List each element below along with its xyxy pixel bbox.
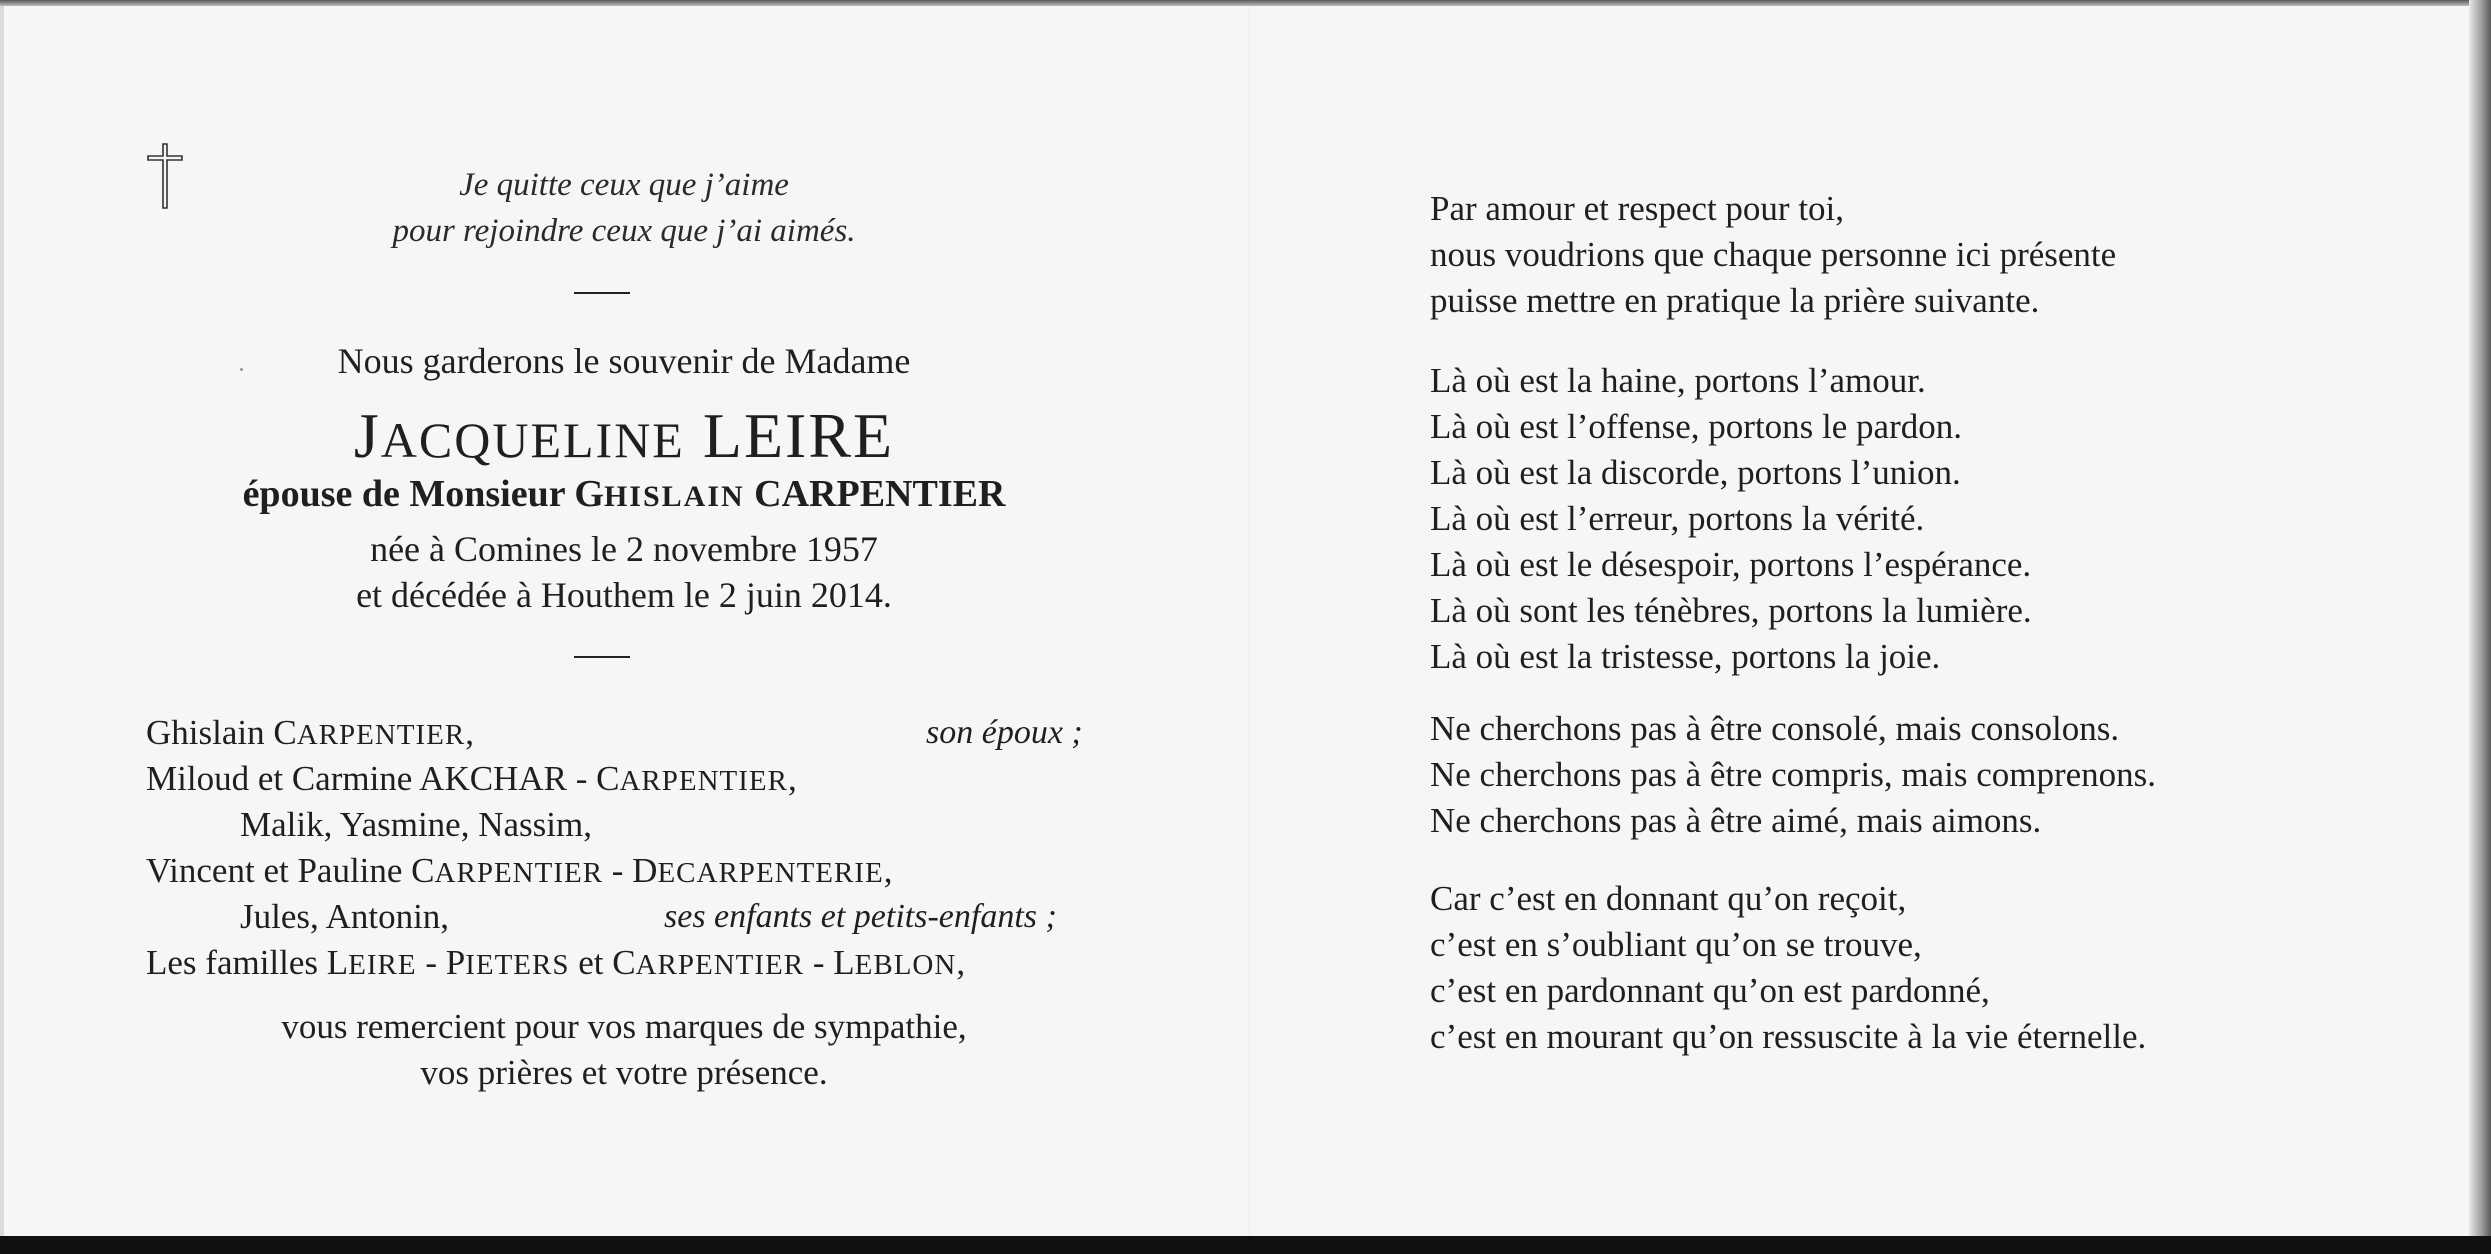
family-text: ,	[956, 943, 966, 982]
prayer-line: Là où est la tristesse, portons la joie.	[1430, 637, 1941, 676]
spouse-last: CARPENTIER	[754, 473, 1006, 515]
prayer-intro	[1430, 186, 2430, 324]
prayer-line: Car c’est en donnant qu’on reçoit,	[1430, 879, 1907, 918]
family-text: Jules, Antonin,	[240, 897, 450, 936]
prayer-line: Là où est l’erreur, portons la vérité.	[1430, 499, 1925, 538]
family-line	[146, 756, 797, 804]
prayer-line: Ne cherchons pas à être aimé, mais aimons.	[1430, 801, 2042, 840]
family-text: Les familles L	[146, 943, 349, 982]
family-smallcaps: EBLON	[854, 949, 957, 981]
prayer-line: Ne cherchons pas à être consolé, mais consolons.	[1430, 709, 2120, 748]
family-smallcaps: ARPENTIER	[635, 949, 805, 981]
family-text: ,	[465, 713, 474, 752]
family-text: ,	[787, 759, 797, 798]
epigraph-line: Je quitte ceux que j’aime	[459, 167, 789, 203]
name-initial: J	[353, 400, 381, 471]
family-line	[240, 802, 592, 848]
divider	[574, 656, 630, 658]
family-smallcaps: ARPENTIER	[619, 765, 788, 797]
family-text: - L	[804, 943, 855, 982]
memorial-card	[4, 6, 2469, 1236]
family-text: Ghislain C	[146, 713, 297, 752]
thanks	[144, 1004, 1104, 1096]
birth-line: née à Comines le 2 novembre 1957	[370, 529, 878, 569]
spouse-initial: G	[574, 473, 604, 515]
death-line: et décédée à Houthem le 2 juin 2014.	[356, 575, 892, 615]
family-line	[240, 894, 449, 940]
family-text: Miloud et Carmine AKCHAR - C	[146, 759, 620, 798]
family-smallcaps: EIRE	[348, 949, 417, 981]
family-text: - D	[603, 851, 658, 890]
card-fold	[1249, 6, 1250, 1236]
prayer-line: Ne cherchons pas à être compris, mais comprenons.	[1430, 755, 2157, 794]
family-line	[146, 848, 893, 896]
thanks-line: vos prières et votre présence.	[420, 1053, 828, 1092]
family-smallcaps: ARPENTIER	[296, 719, 466, 751]
family-line	[146, 710, 474, 758]
prayer-line: Là où sont les ténèbres, portons la lumière.	[1430, 591, 2032, 630]
prayer-line: c’est en pardonnant qu’on est pardonné,	[1430, 971, 1990, 1010]
family-text: Malik, Yasmine, Nassim,	[240, 805, 592, 844]
family-text: Vincent et Pauline C	[146, 851, 435, 890]
prayer-line: puisse mettre en pratique la prière suivante.	[1430, 281, 2040, 320]
family-smallcaps: ECARPENTERIE	[657, 857, 884, 889]
name-first-rest: ACQUELINE	[380, 412, 685, 468]
prayer-line: Là où est le désespoir, portons l’espérance.	[1430, 545, 2032, 584]
prayer-consolation	[1430, 706, 2430, 844]
prayer-line: nous voudrions que chaque personne ici présente	[1430, 235, 2117, 274]
family-text: ,	[883, 851, 893, 890]
prayer-line: Par amour et respect pour toi,	[1430, 189, 1845, 228]
family-text: et C	[569, 943, 636, 982]
prayer-closing	[1430, 876, 2430, 1060]
family-smallcaps: IETERS	[465, 949, 570, 981]
spouse-line	[144, 468, 1104, 523]
epigraph	[144, 162, 1104, 254]
spouse-first-rest: HISLAIN	[603, 480, 745, 513]
spouse-prefix: épouse de Monsieur	[242, 473, 565, 515]
family-text: - P	[416, 943, 466, 982]
family-line	[146, 940, 965, 988]
divider	[574, 292, 630, 294]
thanks-line: vous remercient pour vos marques de sympathie,	[281, 1007, 967, 1046]
prayer-verses	[1430, 358, 2430, 680]
scan-edge-bottom	[0, 1236, 2491, 1254]
family-smallcaps: ARPENTIER	[434, 857, 604, 889]
prayer-line: c’est en mourant qu’on ressuscite à la vie éternelle.	[1430, 1017, 2147, 1056]
prayer-line: Là où est la discorde, portons l’union.	[1430, 453, 1961, 492]
scan-edge-right	[2469, 0, 2491, 1254]
intro-text: Nous garderons le souvenir de Madame	[337, 341, 911, 381]
prayer-line: Là où est la haine, portons l’amour.	[1430, 361, 1926, 400]
name-last: LEIRE	[702, 400, 895, 471]
epigraph-line: pour rejoindre ceux que j’ai aimés.	[392, 213, 856, 249]
prayer-line: Là où est l’offense, portons le pardon.	[1430, 407, 1962, 446]
role-children: ses enfants et petits-enfants ;	[664, 898, 1057, 935]
prayer-line: c’est en s’oubliant qu’on se trouve,	[1430, 925, 1922, 964]
role-spouse: son époux ;	[926, 714, 1083, 751]
